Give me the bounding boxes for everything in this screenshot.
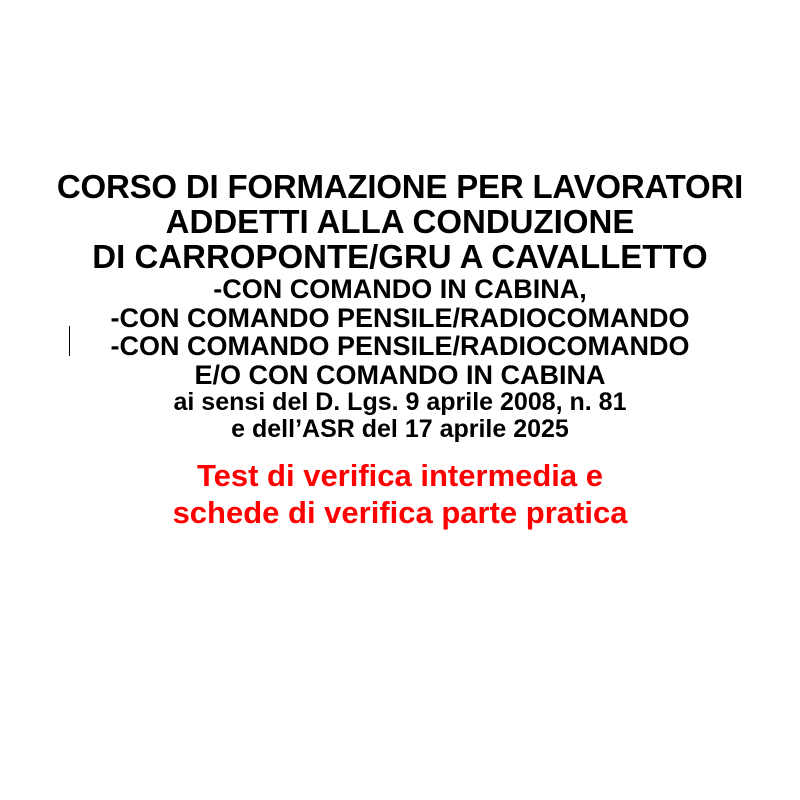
title-line-5: -CON COMANDO PENSILE/RADIOCOMANDO	[110, 302, 690, 333]
title-line-6	[0, 332, 800, 361]
subtitle-block	[0, 458, 800, 531]
title-line-2: ADDETTI ALLA CONDUZIONE	[165, 202, 635, 240]
title-line-1: CORSO DI FORMAZIONE PER LAVORATORI	[56, 168, 744, 205]
subtitle-line-1: Test di verifica intermedia e	[196, 458, 604, 494]
stray-tick-mark	[69, 326, 70, 356]
reference-line-decree: ai sensi del D. Lgs. 9 aprile 2008, n. 81	[173, 388, 627, 417]
title-line-4: -CON COMANDO IN CABINA,	[213, 273, 587, 304]
reference-line-asr: e dell’ASR del 17 aprile 2025	[231, 414, 569, 443]
title-block	[0, 170, 800, 532]
title-line-3: DI CARROPONTE/GRU A CAVALLETTO	[92, 237, 708, 275]
subtitle-line-2: schede di verifica parte pratica	[172, 494, 628, 530]
title-line-7: E/O CON COMANDO IN CABINA	[194, 359, 606, 390]
title-line-6-text: -CON COMANDO PENSILE/RADIOCOMANDO	[110, 331, 690, 362]
